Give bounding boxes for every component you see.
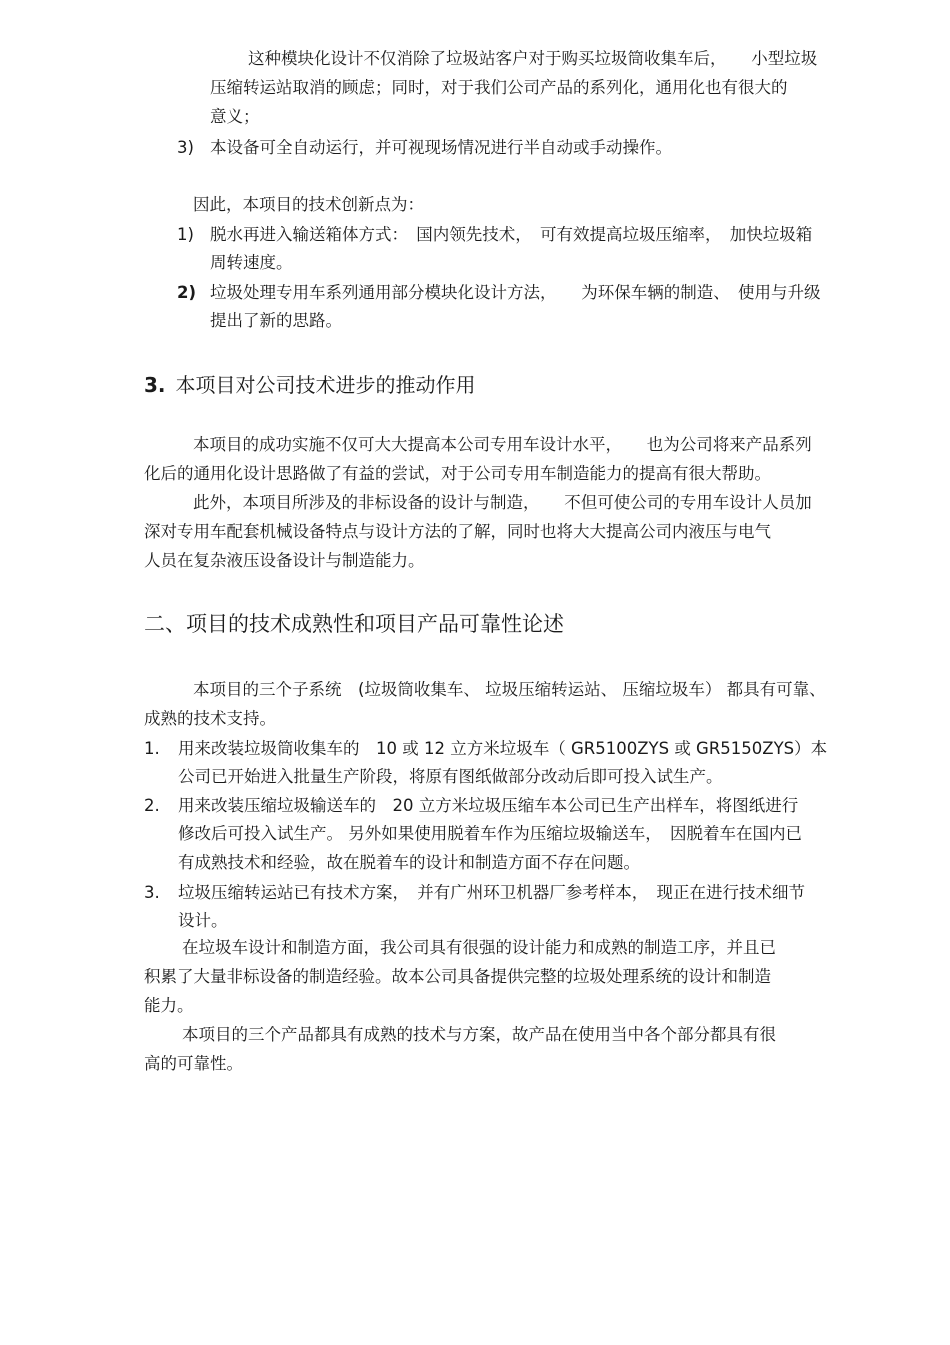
list-item-text: 公司已开始进入批量生产阶段，将原有图纸做部分改动后即可投入试生产。 xyxy=(178,767,723,786)
paragraph-line: 此外，本项目所涉及的非标设备的设计与制造， 不但可使公司的专用车设计人员加 xyxy=(193,493,812,512)
list-item-number: 2) xyxy=(177,283,197,302)
list-item-text: 提出了新的思路。 xyxy=(210,311,342,330)
paragraph-line: 本项目的三个子系统 (垃圾筒收集车、 垃圾压缩转运站、 压缩垃圾车） 都具有可靠、 xyxy=(193,680,826,699)
paragraph-line: 压缩转运站取消的顾虑；同时，对于我们公司产品的系列化，通用化也有很大的 xyxy=(210,78,788,97)
list-item-text: 用来改装压缩垃圾输送车的 20 立方米垃圾压缩车本公司已生产出样车，将图纸进行 xyxy=(178,796,799,815)
chapter-heading: 二、项目的技术成熟性和项目产品可靠性论述 xyxy=(144,612,564,636)
list-item-number: 3. xyxy=(144,883,160,902)
paragraph-line: 意义； xyxy=(210,107,260,126)
section-title: 本项目对公司技术进步的推动作用 xyxy=(175,373,476,397)
paragraph-line: 本项目的三个产品都具有成熟的技术与方案，故产品在使用当中各个部分都具有很 xyxy=(182,1025,776,1044)
list-item-number: 3) xyxy=(177,138,194,157)
section-heading xyxy=(144,371,476,399)
paragraph-line: 因此，本项目的技术创新点为： xyxy=(193,195,424,214)
paragraph-line: 在垃圾车设计和制造方面，我公司具有很强的设计能力和成熟的制造工序，并且已 xyxy=(182,938,776,957)
list-item-text: 修改后可投入试生产。 另外如果使用脱着车作为压缩垃圾输送车， 因脱着车在国内已 xyxy=(178,824,802,843)
list-item-number: 1. xyxy=(144,739,160,758)
list-item-number: 2. xyxy=(144,796,160,815)
section-number: 3. xyxy=(144,373,166,397)
list-item-text: 设计。 xyxy=(178,911,228,930)
paragraph-line: 深对专用车配套机械设备特点与设计方法的了解，同时也将大大提高公司内液压与电气 xyxy=(144,522,771,541)
paragraph-line: 成熟的技术支持。 xyxy=(144,709,276,728)
list-item-text: 垃圾处理专用车系列通用部分模块化设计方法， 为环保车辆的制造、 使用与升级 xyxy=(210,283,821,302)
paragraph-line: 这种模块化设计不仅消除了垃圾站客户对于购买垃圾筒收集车后， 小型垃圾 xyxy=(248,49,818,68)
list-item-text: 脱水再进入输送箱体方式： 国内领先技术， 可有效提高垃圾压缩率， 加快垃圾箱 xyxy=(210,225,813,244)
paragraph-line: 积累了大量非标设备的制造经验。故本公司具备提供完整的垃圾处理系统的设计和制造 xyxy=(144,967,771,986)
paragraph-line: 高的可靠性。 xyxy=(144,1054,243,1073)
list-item-text: 周转速度。 xyxy=(210,253,293,272)
list-item-text: 本设备可全自动运行，并可视现场情况进行半自动或手动操作。 xyxy=(210,138,672,157)
list-item-text: 垃圾压缩转运站已有技术方案， 并有广州环卫机器厂参考样本， 现正在进行技术细节 xyxy=(178,883,805,902)
paragraph-line: 本项目的成功实施不仅可大大提高本公司专用车设计水平， 也为公司将来产品系列 xyxy=(193,435,812,454)
list-item-text: 有成熟技术和经验，故在脱着车的设计和制造方面不存在问题。 xyxy=(178,853,640,872)
list-item-number: 1) xyxy=(177,225,194,244)
paragraph-line: 化后的通用化设计思路做了有益的尝试，对于公司专用车制造能力的提高有很大帮助。 xyxy=(144,464,771,483)
list-item-text: 用来改装垃圾筒收集车的 10 或 12 立方米垃圾车（ GR5100ZYS 或 GR5150ZYS）本 xyxy=(178,739,828,758)
paragraph-line: 人员在复杂液压设备设计与制造能力。 xyxy=(144,551,425,570)
paragraph-line: 能力。 xyxy=(144,996,194,1015)
